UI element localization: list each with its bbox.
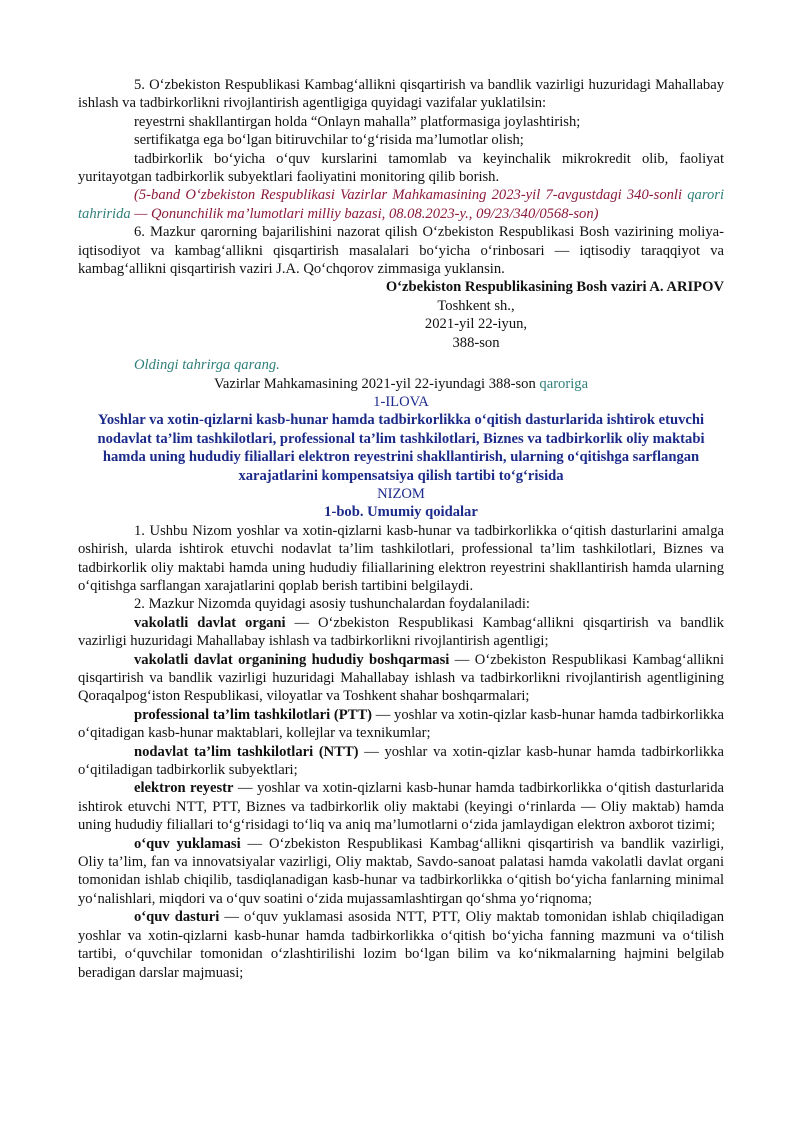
definition-text: — o‘quv yuklamasi asosida NTT, PTT, Oliy maktab tomonidan ishlab chiqiladigan yoshlar va xotin-qizlarni kasb-hunar hamda tadbirkorlikka o‘qitish bo‘yicha fanning mazmuni va o‘tilish tartibi, o‘quvchilar tomonidan o‘zlashtirilishi lozim bo‘lgan bilim va ko‘nikmalarning hajmini belgilab beradigan darslar majmuasi; bbox=[78, 909, 725, 981]
definition-ntt bbox=[78, 743, 724, 780]
definition-regional-office bbox=[78, 651, 724, 706]
annex-reference bbox=[78, 375, 724, 393]
definition-text: — yoshlar va xotin-qizlar kasb-hunar hamda tadbirkorlikka o‘qitiladigan tadbirkorlik subyektlari; bbox=[78, 743, 724, 779]
definition-text: — O‘zbekiston Respublikasi Kambag‘allikni qisqartirish va bandlik vazirligi huzuridagi Mahallabay ishlash va tadbirkorlikni rivojlantirish agentligining Qoraqalpog‘iston Respublikasi, viloyatlar va Toshkent shahar boshqarmalari; bbox=[78, 651, 724, 705]
definition-term: vakolatli davlat organi bbox=[134, 614, 286, 631]
signatory: O‘zbekiston Respublikasining Bosh vaziri A. ARIPOV bbox=[385, 279, 724, 296]
item-5-intro: 5. O‘zbekiston Respublikasi Kambag‘allikni qisqartirish va bandlik vazirligi huzuridagi Mahallabay ishlash va tadbirkorlikni rivojlantirish agentligiga quyidagi vazifalar yuklatilsin: bbox=[78, 77, 724, 112]
annex-label: 1-ILOVA bbox=[373, 393, 429, 410]
definition-text: — O‘zbekiston Respublikasi Kambag‘allikni qisqartirish va bandlik vazirligi huzuridagi Mahallabay ishlash va tadbirkorlikni rivojlantirish agentligi; bbox=[78, 614, 724, 650]
amendment-link[interactable]: qarori tahririda bbox=[78, 187, 724, 222]
amendment-note bbox=[78, 186, 724, 223]
chapter-heading: 1-bob. Umumiy qoidalar bbox=[324, 504, 478, 521]
definition-ptt bbox=[78, 706, 724, 743]
definition-term: vakolatli davlat organining hududiy boshqarmasi bbox=[134, 651, 450, 668]
definition-term: elektron reyestr bbox=[134, 780, 234, 797]
paragraph-1: 1. Ushbu Nizom yoshlar va xotin-qizlarni kasb-hunar va tadbirkorlikka o‘qitish dasturlarini amalga oshirish, ularda ishtirok etuvchi nodavlat ta’lim tashkilotlari, professional ta’lim tashkilotlari, Biznes va tadbirkorlik oliy maktabi hamda uning hududiy filiallarining elektron reyestrini shakllantirish hamda ularning o‘qitishga sarflangan xarajatlarini qoplab berish tartibini belgilaydi. bbox=[78, 522, 724, 594]
annex-reference-text: Vazirlar Mahkamasining 2021-yil 22-iyundagi 388-son bbox=[213, 375, 540, 392]
signature-city: Toshkent sh., bbox=[437, 297, 515, 314]
definition-study-program bbox=[78, 908, 724, 982]
signature-number: 388-son bbox=[452, 334, 500, 351]
definition-text: — yoshlar va xotin-qizlarni kasb-hunar hamda tadbirkorlikka o‘qitish dasturlarida ishtirok etuvchi NTT, PTT, Biznes va tadbirkorlik oliy maktabi (keyingi o‘rinlarda — Oliy maktab) hamda uning hududiy filiallari to‘g‘risidagi to‘liq va aniq ma’lumotlarni o‘zida jamlaydigan elektron axborot tizimi; bbox=[78, 780, 724, 834]
nizom-heading: NIZOM bbox=[377, 485, 425, 502]
item-5-task-b: sertifikatga ega bo‘lgan bitiruvchilar to‘g‘risida ma’lumotlar olish; bbox=[134, 132, 524, 149]
amendment-note-pre: (5-band O‘zbekiston Respublikasi Vazirlar Mahkamasining 2023-yil 7-avgustdagi 340-sonli bbox=[134, 187, 688, 204]
item-6: 6. Mazkur qarorning bajarilishini nazorat qilish O‘zbekiston Respublikasi Bosh vazirining moliya-iqtisodiyot va kambag‘allikni qisqartirish masalalari bo‘yicha o‘rinbosari — iqtisodiy taraqqiyot va kambag‘allikni qisqartirish vaziri J.A. Qo‘chqorov zimmasiga yuklansin. bbox=[78, 224, 724, 278]
definition-term: professional ta’lim tashkilotlari (PTT) bbox=[134, 706, 372, 723]
paragraph-2: 2. Mazkur Nizomda quyidagi asosiy tushunchalardan foydalaniladi: bbox=[134, 596, 530, 613]
definition-authorized-body bbox=[78, 614, 724, 651]
previous-edition-link[interactable]: Oldingi tahrirga qarang. bbox=[134, 357, 280, 374]
definition-electronic-registry bbox=[78, 779, 724, 834]
definition-study-load bbox=[78, 835, 724, 909]
document-page bbox=[78, 76, 724, 982]
signature-date: 2021-yil 22-iyun, bbox=[424, 316, 528, 333]
definition-text: — yoshlar va xotin-qizlar kasb-hunar hamda tadbirkorlikka o‘qitadigan kasb-hunar maktablari, kollejlar va texnikumlar; bbox=[78, 706, 724, 742]
item-5-task-a: reyestrni shakllantirgan holda “Onlayn mahalla” platformasiga joylashtirish; bbox=[134, 113, 581, 130]
amendment-note-post: — Qonunchilik ma’lumotlari milliy bazasi, 08.08.2023-y., 09/23/340/0568-son) bbox=[130, 205, 599, 222]
definition-term: o‘quv yuklamasi bbox=[134, 835, 241, 852]
item-5-task-c: tadbirkorlik bo‘yicha o‘quv kurslarini tamomlab va keyinchalik mikrokredit olib, faoliyat yuritayotgan tadbirkorlik subyektlari faoliyatini monitoring qilib borish. bbox=[78, 150, 724, 186]
definition-text: — O‘zbekiston Respublikasi Kambag‘allikni qisqartirish va bandlik vazirligi, Oliy ta’lim, fan va innovatsiyalar vazirligi, Oliy maktab, Savdo-sanoat palatasi hamda vakolatli davlat organi tomonidan ishlab chiqilib, tasdiqlanadigan kasb-hunar va tadbirkorlikka o‘qitish bo‘yicha fanlarning minimal yo‘nalishlari, miqdori va o‘quv soatini o‘zida mujassamlashtirgan qo‘shma yo‘riqnoma; bbox=[78, 835, 725, 907]
definition-term: nodavlat ta’lim tashkilotlari (NTT) bbox=[134, 743, 359, 760]
annex-reference-link[interactable]: qaroriga bbox=[539, 375, 589, 392]
annex-title: Yoshlar va xotin-qizlarni kasb-hunar hamda tadbirkorlikka o‘qitish dasturlarida ishtirok etuvchi nodavlat ta’lim tashkilotlari, professional ta’lim tashkilotlari, Biznes va tadbirkorlik oliy maktabi hamda uning hududiy filiallari elektron reyestrini shakllantirish, ularning o‘qitishga sarflangan xarajatlarini kompensatsiya qilish tartibi to‘g‘risida bbox=[97, 412, 705, 484]
definition-term: o‘quv dasturi bbox=[134, 909, 220, 926]
